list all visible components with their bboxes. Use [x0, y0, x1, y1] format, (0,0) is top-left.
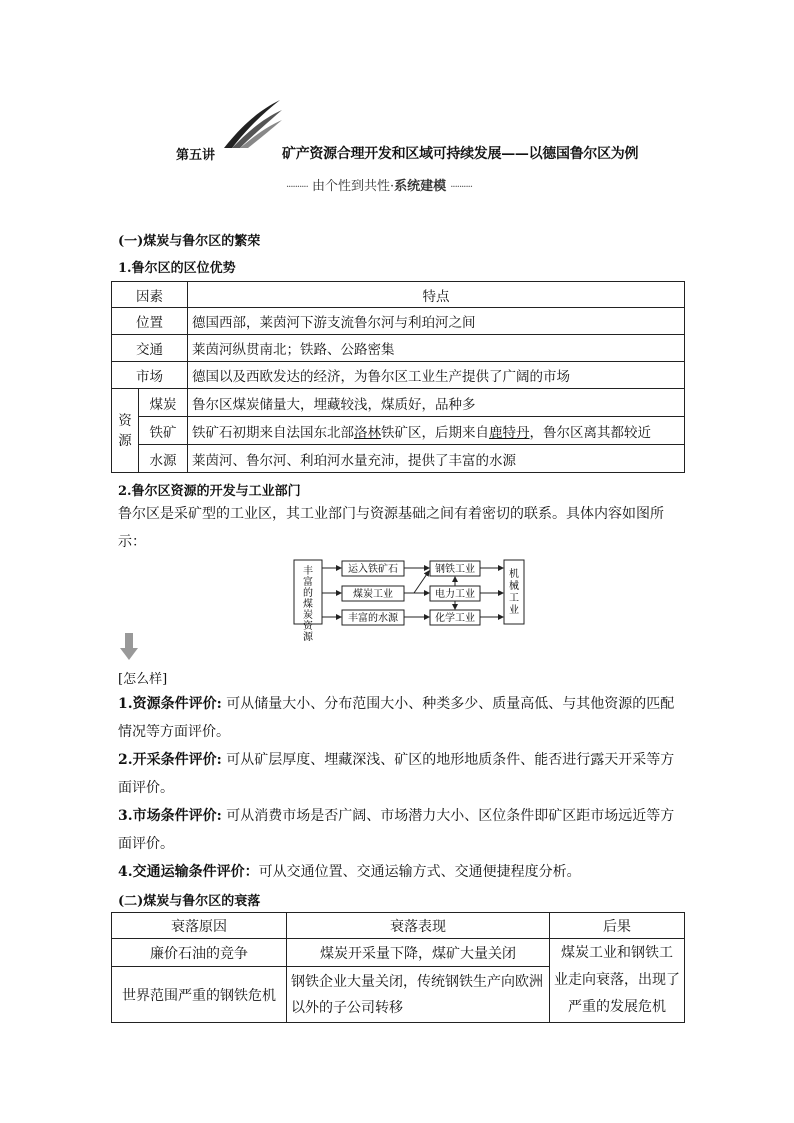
lesson-label: 第五讲 [176, 148, 216, 163]
factor-cell: 交通 [112, 335, 188, 362]
eval-text-cont: 面评价。 [118, 780, 174, 796]
header-feature: 特点 [188, 282, 685, 308]
header-factor: 因素 [112, 282, 188, 308]
down-arrow-icon [120, 633, 138, 661]
feature-cell: 德国以及西欧发达的经济，为鲁尔区工业生产提供了广阔的市场 [188, 362, 685, 389]
table-header-row [112, 913, 685, 939]
feature-cell [188, 417, 685, 445]
table-row [112, 362, 685, 389]
how-heading: [怎么样] [118, 672, 168, 687]
consequence-line: 严重的发展危机 [568, 999, 666, 1015]
manifest-line: 钢铁企业大量关闭，传统钢铁生产向欧洲 [291, 973, 543, 990]
list-item [118, 746, 688, 774]
factor-cell: 市场 [112, 362, 188, 389]
diagram-source-label: 丰富的煤炭资源 [303, 566, 313, 643]
list-item [118, 690, 688, 718]
eval-text-cont: 面评价。 [118, 836, 174, 852]
resource-group-label: 资源 [118, 412, 132, 449]
eval-text: 可从交通位置、交通运输方式、交通便捷程度分析。 [258, 864, 581, 880]
subtitle-row [286, 175, 472, 194]
table-row [112, 417, 685, 445]
table-row [112, 445, 685, 473]
factor-cell: 煤炭 [139, 389, 188, 417]
iron-place-lorraine: 洛林 [354, 424, 381, 441]
consequence-line: 业走向衰落，出现了 [554, 972, 680, 988]
feature-cell: 鲁尔区煤炭储量大，埋藏较浅，煤质好，品种多 [188, 389, 685, 417]
ruhr-paragraph-line2: 示： [118, 534, 146, 550]
eval-label: 3.市场条件评价: [118, 808, 222, 824]
subtitle-emphasis: 系统建模 [394, 179, 447, 194]
decline-table [111, 912, 685, 1023]
list-item [118, 858, 688, 886]
manifest-cell: 煤炭开采量下降，煤矿大量关闭 [287, 939, 550, 967]
cause-cell: 世界范围严重的钢铁危机 [112, 967, 287, 1023]
feature-cell: 莱茵河纵贯南北；铁路、公路密集 [188, 335, 685, 362]
diagram-end-label: 机械工业 [509, 569, 519, 616]
section2-heading: (二)煤炭与鲁尔区的衰落 [118, 894, 261, 909]
diagram-label-steel: 钢铁工业 [435, 564, 475, 575]
diagram-label-water: 丰富的水源 [348, 613, 398, 624]
header-consequence: 后果 [550, 913, 685, 939]
table-row [112, 389, 685, 417]
iron-text-2: 铁矿区，后期来自 [381, 424, 489, 441]
diagram-label-iron-ore: 运入铁矿石 [348, 564, 398, 575]
subtitle-dots-left: ·········· [286, 182, 308, 193]
iron-text-3: ，鲁尔区离其都较近 [529, 424, 651, 441]
eval-text: 可从储量大小、分布范围大小、种类多少、质量高低、与其他资源的匹配 [221, 696, 675, 712]
table-row [112, 308, 685, 335]
eval-text: 可从消费市场是否广阔、市场潜力大小、区位条件即矿区距市场远近等方 [221, 808, 675, 824]
manifest-cell [287, 967, 550, 1023]
factor-cell: 位置 [112, 308, 188, 335]
iron-place-rotterdam: 鹿特丹 [489, 424, 530, 441]
iron-text-1: 铁矿石初期来自法国东北部 [192, 424, 354, 441]
table-row [112, 335, 685, 362]
diagram-label-power: 电力工业 [435, 589, 475, 600]
eval-label: 1.资源条件评价: [118, 696, 222, 712]
consequence-cell [550, 939, 685, 1023]
industry-diagram [292, 557, 528, 643]
eval-label: 4.交通运输条件评价： [118, 864, 259, 880]
list-item [118, 802, 688, 830]
subtitle-prefix: 由个性到共性· [311, 179, 395, 194]
eval-label: 2.开采条件评价: [118, 752, 222, 768]
consequence-line: 煤炭工业和钢铁工 [561, 945, 673, 961]
diagram-label-chemical: 化学工业 [435, 613, 475, 624]
manifest-line: 以外的子公司转移 [291, 999, 403, 1016]
ruhr-paragraph-line1: 鲁尔区是采矿型的工业区，其工业部门与资源基础之间有着密切的联系。具体内容如图所 [118, 506, 664, 522]
location-advantage-table [111, 281, 685, 473]
chapter-logo-swoosh-icon [222, 98, 284, 150]
section1-heading: (一)煤炭与鲁尔区的繁荣 [118, 234, 261, 249]
lesson-title: 矿产资源合理开发和区域可持续发展——以德国鲁尔区为例 [282, 146, 639, 162]
factor-cell: 水源 [139, 445, 188, 473]
factor-cell: 铁矿 [139, 417, 188, 445]
header-manifest: 衰落表现 [287, 913, 550, 939]
table-header-row [112, 282, 685, 308]
eval-text-cont: 情况等方面评价。 [118, 724, 230, 740]
table-row [112, 939, 685, 967]
ruhr-paragraph [118, 500, 688, 556]
subtitle-dots-right: ·········· [450, 182, 473, 193]
header-cause: 衰落原因 [112, 913, 287, 939]
feature-cell: 莱茵河、鲁尔河、利珀河水量充沛，提供了丰富的水源 [188, 445, 685, 473]
section1-sub1: 1.鲁尔区的区位优势 [118, 261, 236, 276]
feature-cell: 德国西部，莱茵河下游支流鲁尔河与利珀河之间 [188, 308, 685, 335]
evaluation-list [118, 690, 688, 886]
cause-cell: 廉价石油的竞争 [112, 939, 287, 967]
eval-text: 可从矿层厚度、埋藏深浅、矿区的地形地质条件、能否进行露天开采等方 [221, 752, 675, 768]
diagram-label-coal-industry: 煤炭工业 [353, 589, 393, 600]
section1-sub2: 2.鲁尔区资源的开发与工业部门 [118, 484, 301, 499]
resource-group-cell [112, 389, 139, 473]
